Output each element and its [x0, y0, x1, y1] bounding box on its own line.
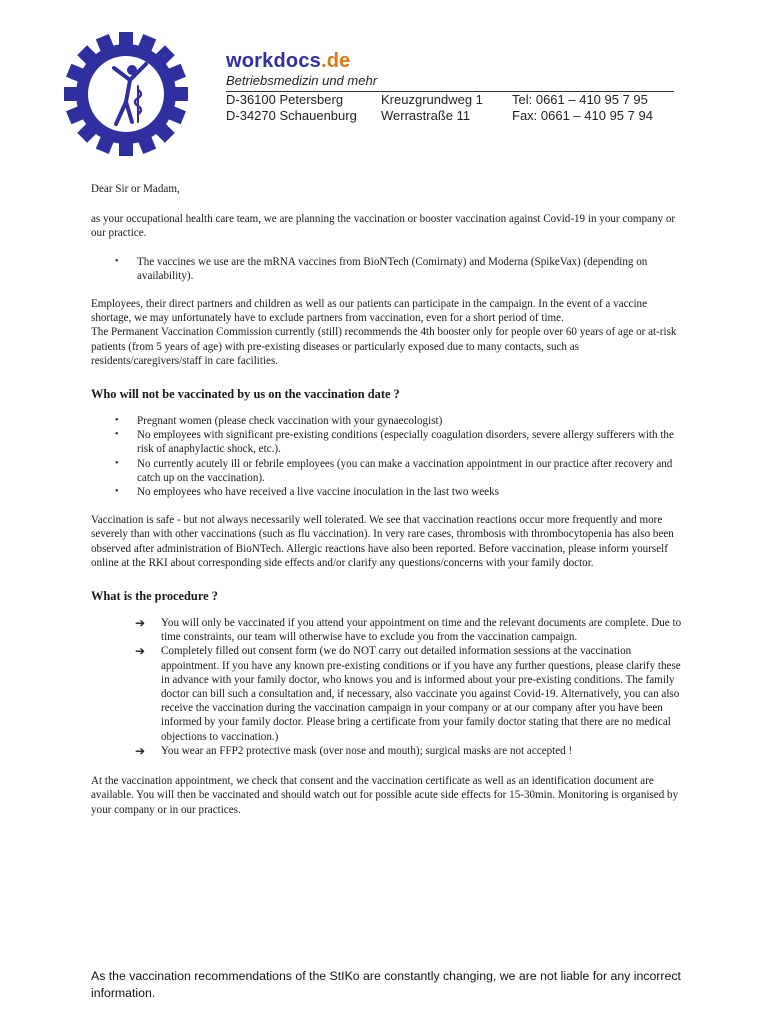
brand-tagline: Betriebsmedizin und mehr — [226, 73, 378, 88]
list-item — [91, 644, 683, 743]
brand-part-2: .de — [320, 50, 351, 72]
letter-body — [91, 182, 683, 817]
list-item — [91, 744, 683, 758]
exclusion-text: No currently acutely ill or febrile employees (you can make a vaccination appointment in our practice after recovery and catch up on the vaccination). — [137, 457, 673, 484]
exclusion-text: No employees with significant pre-existing conditions (especially coagulation disorders, severe allergy sufferers with the risk of anaphylactic shock, etc.). — [137, 429, 674, 456]
address-street: Werrastraße 11 — [381, 108, 471, 123]
arrow-right-icon: ➔ — [135, 644, 146, 659]
exclusion-text: Pregnant women (please check vaccination with your gynaecologist) — [137, 415, 443, 428]
gear-logo-icon — [62, 30, 190, 158]
procedure-text: You wear an FFP2 protective mask (over nose and mouth); surgical masks are not accepted ! — [161, 744, 573, 757]
address-street: Kreuzgrundweg 1 — [381, 92, 483, 107]
procedure-text: Completely filled out consent form (we do NOT carry out detailed information sessions at the vaccination appointment. If you have any known pre-existing conditions or if you have any further questions, please clarify these in advance with your family doctor, who knows you and is informed about your pre-existing conditions. The family doctor can bill such a consultation and, if necessary, also vaccinate you against Covid-19. Alternatively, you can also receive the vaccination during the vaccination campaign in your company or at our company after you have been informed by your family doctor. Please bring a certificate from your family doctor stating that there are no medical objections to vaccination.) — [161, 645, 681, 743]
participants-paragraph: Employees, their direct partners and children as well as our patients can participate in the campaign. In the event of a vaccine shortage, we may unfortunately have to exclude partners from vaccination, even for a short period of time. — [91, 298, 648, 325]
stiko-paragraph: The Permanent Vaccination Commission currently (still) recommends the 4th booster only for people over 60 years of age or at-risk patients (from 5 years of age) with pre-existing diseases or particularly exposed due to many contacts, such as residents/caregivers/staff in care facilities. — [91, 326, 677, 367]
bullet-icon: • — [115, 415, 119, 427]
safety-paragraph: Vaccination is safe - but not always necessarily well tolerated. We see that vaccination reactions occur more frequently and more severely than with other vaccinations (such as flu vaccination). In very rare cases, thrombosis with thrombocytopenia has also been observed after administration of BioNTech. Allergic reactions have also been reported. Before vaccination, please inform yourself online at the RKI about corresponding side effects and/or clarify any questions/concerns with your family doctor. — [91, 514, 674, 569]
exclusions-list — [91, 414, 683, 499]
bullet-icon: • — [115, 486, 119, 498]
brand-name — [226, 50, 678, 72]
exclusion-text: No employees who have received a live vaccine inoculation in the last two weeks — [137, 486, 499, 499]
address-phone: Tel: 0661 – 410 95 7 95 — [512, 92, 648, 107]
list-item — [91, 255, 683, 283]
procedure-list — [91, 616, 683, 758]
list-item — [91, 414, 683, 428]
disclaimer-footer: As the vaccination recommendations of the StIKo are constantly changing, we are not liable for any incorrect information. — [91, 969, 681, 1000]
bullet-icon: • — [115, 457, 119, 469]
intro-paragraph: as your occupational health care team, we are planning the vaccination or booster vaccination against Covid-19 in your company or our practice. — [91, 213, 676, 240]
letterhead — [226, 50, 678, 124]
list-item — [91, 485, 683, 499]
bullet-icon: • — [115, 255, 119, 267]
address-city: D-36100 Petersberg — [226, 92, 344, 107]
company-logo — [62, 30, 190, 158]
salutation: Dear Sir or Madam, — [91, 183, 180, 195]
arrow-right-icon: ➔ — [135, 743, 146, 758]
address-row-2 — [226, 108, 678, 124]
brand-part-1: workdocs — [226, 50, 321, 72]
address-row-1 — [226, 92, 678, 108]
address-city: D-34270 Schauenburg — [226, 108, 357, 123]
vaccines-list — [91, 255, 683, 283]
section-heading-exclusions: Who will not be vaccinated by us on the vaccination date ? — [91, 387, 400, 402]
vaccines-text: The vaccines we use are the mRNA vaccines from BioNTech (Comirnaty) and Moderna (SpikeVax) (depending on availability). — [137, 255, 648, 282]
closing-paragraph: At the vaccination appointment, we check that consent and the vaccination certificate as well as an identification document are available. You will then be vaccinated and should watch out for possible acute side effects for 15-30min. Monitoring is organised by your company or in our practices. — [91, 775, 679, 816]
section-heading-procedure: What is the procedure ? — [91, 589, 218, 604]
list-item — [91, 457, 683, 485]
arrow-right-icon: ➔ — [135, 616, 146, 631]
address-fax: Fax: 0661 – 410 95 7 94 — [512, 108, 653, 123]
bullet-icon: • — [115, 429, 119, 441]
list-item — [91, 428, 683, 456]
list-item — [91, 616, 683, 644]
procedure-text: You will only be vaccinated if you attend your appointment on time and the relevant documents are complete. Due to time constraints, our team will otherwise have to exclude you from the vaccination campaign. — [161, 617, 682, 644]
